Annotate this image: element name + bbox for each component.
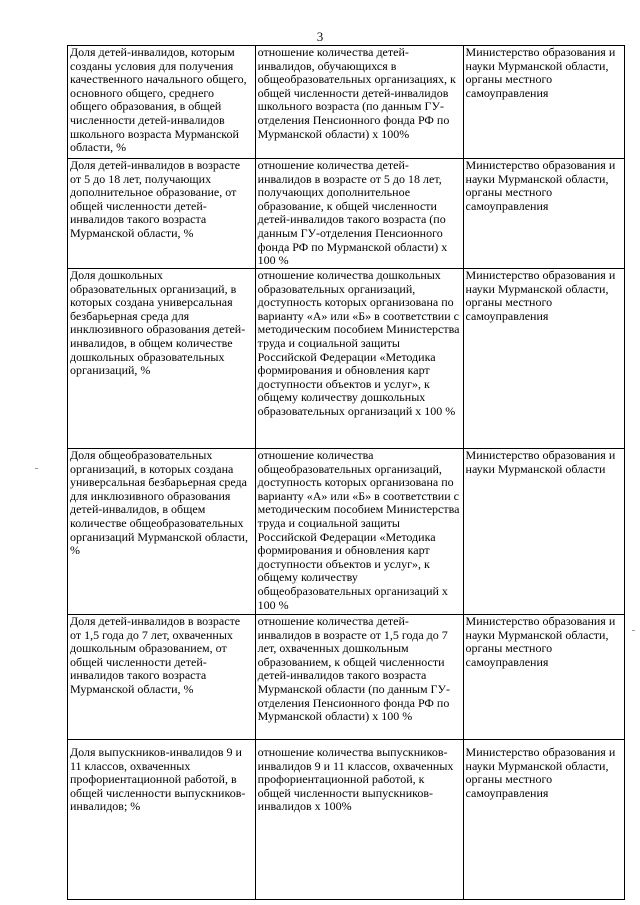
responsible-cell: Министерство образования и науки Мурманской области, органы местного самоуправления xyxy=(463,159,624,269)
calculation-method-cell: отношение количества общеобразовательных организаций, доступность которых организована по варианту «А» или «Б» в соответствии с методическим пособием Министерства труда и социальной защиты Российской Федерации «Методика формирования и обновления карт доступности объектов и услуг», к общему количеству общеобразовательных организаций х 100 % xyxy=(255,449,463,615)
calculation-method-cell: отношение количества дошкольных образовательных организаций, доступность которых организована по варианту «А» или «Б» в соответствии с методическим пособием Министерства труда и социальной защиты Российской Федерации «Методика формирования и обновления карт доступности объектов и услуг», к общему количеству дошкольных образовательных организаций х 100 % xyxy=(255,269,463,449)
responsible-cell: Министерство образования и науки Мурманской области xyxy=(463,449,624,615)
responsible-cell: Министерство образования и науки Мурманской области, органы местного самоуправления xyxy=(463,615,624,740)
calculation-method-cell: отношение количества детей-инвалидов в возрасте от 5 до 18 лет, получающих дополнительное образование, к общей численности детей-инвалидов такого возраста (по данным ГУ-отделения Пенсионного фонда РФ по Мурманской области) х 100 % xyxy=(255,159,463,269)
calculation-method-cell: отношение количества выпускников-инвалидов 9 и 11 классов, охваченных профориентационной работой, к общей численности выпускников-инвалидов х 100% xyxy=(255,740,463,900)
table-row xyxy=(68,269,625,449)
responsible-cell: Министерство образования и науки Мурманской области, органы местного самоуправления xyxy=(463,740,624,900)
indicator-cell: Доля дошкольных образовательных организаций, в которых создана универсальная безбарьерная среда для инклюзивного образования детей-инвалидов, в общем количестве дошкольных образовательных организаций, % xyxy=(68,269,256,449)
table-row xyxy=(68,740,625,900)
table-row xyxy=(68,449,625,615)
table-row xyxy=(68,46,625,159)
indicator-cell: Доля детей-инвалидов в возрасте от 5 до 18 лет, получающих дополнительное образование, от общей численности детей-инвалидов такого возраста Мурманской области, % xyxy=(68,159,256,269)
responsible-cell: Министерство образования и науки Мурманской области, органы местного самоуправления xyxy=(463,269,624,449)
indicator-cell: Доля детей-инвалидов в возрасте от 1,5 года до 7 лет, охваченных дошкольным образованием, от общей численности детей-инвалидов такого возраста Мурманской области, % xyxy=(68,615,256,740)
responsible-cell: Министерство образования и науки Мурманской области, органы местного самоуправления xyxy=(463,46,624,159)
indicators-table xyxy=(67,45,625,900)
page-number: 3 xyxy=(316,29,324,44)
indicator-cell: Доля детей-инвалидов, которым созданы условия для получения качественного начального общего, основного общего, среднего общего образования, в общей численности детей-инвалидов школьного возраста Мурманской области, % xyxy=(68,46,256,159)
calculation-method-cell: отношение количества детей-инвалидов, обучающихся в общеобразовательных организациях, к общей численности детей-инвалидов школьного возраста (по данным ГУ-отделения Пенсионного фонда РФ по Мурманской области) х 100% xyxy=(255,46,463,159)
calculation-method-cell: отношение количества детей-инвалидов в возрасте от 1,5 года до 7 лет, охваченных дошкольным образованием, к общей численности детей-инвалидов такого возраста Мурманской области (по данным ГУ-отделения Пенсионного фонда РФ по Мурманской области) х 100 % xyxy=(255,615,463,740)
indicator-cell: Доля общеобразовательных организаций, в которых создана универсальная безбарьерная среда для инклюзивного образования детей-инвалидов, в общем количестве общеобразовательных организаций Мурманской области, % xyxy=(68,449,256,615)
table-row xyxy=(68,615,625,740)
table-row xyxy=(68,159,625,269)
indicator-cell: Доля выпускников-инвалидов 9 и 11 классов, охваченных профориентационной работой, в общей численности выпускников-инвалидов; % xyxy=(68,740,256,900)
scan-artifact-left xyxy=(35,468,38,469)
scan-artifact-right xyxy=(632,630,635,631)
